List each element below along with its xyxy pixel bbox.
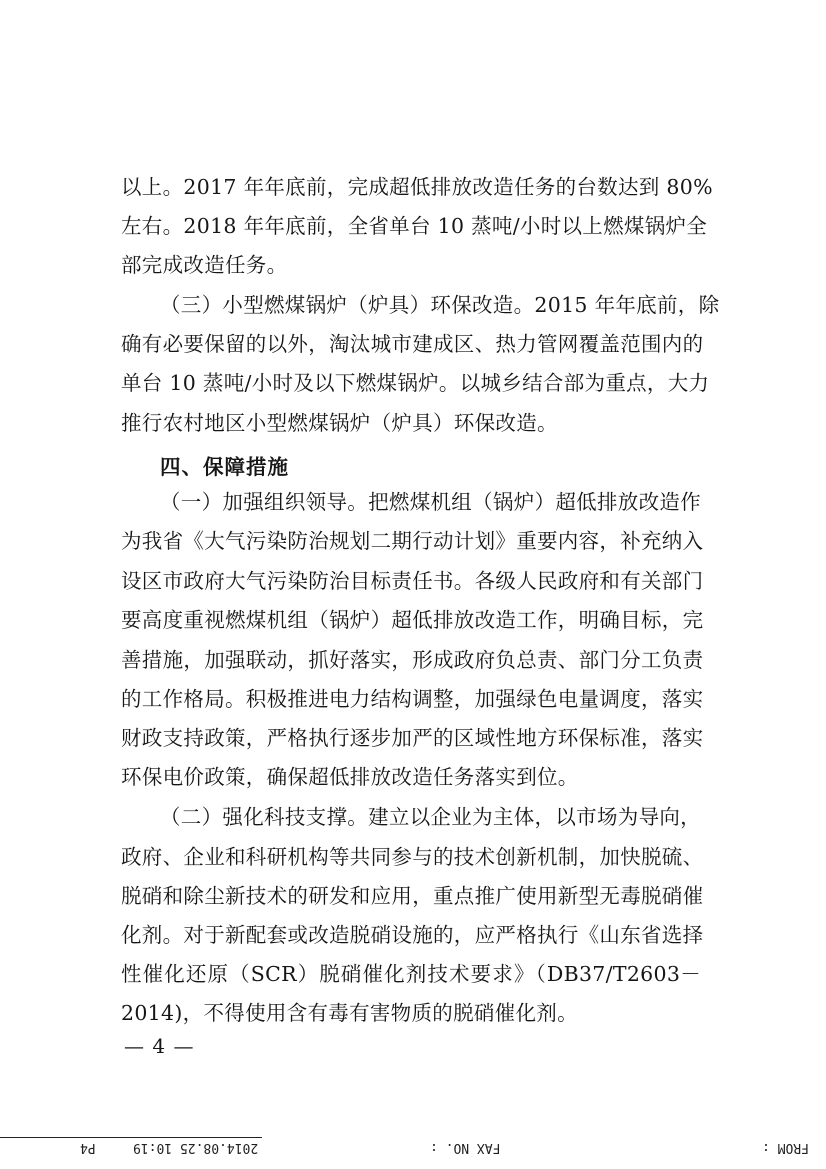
body-line: （三）小型燃煤锅炉（炉具）环保改造。2015 年年底前，除 xyxy=(160,293,720,317)
body-line: 政府、企业和科研机构等共同参与的技术创新机制，加快脱硫、 xyxy=(121,845,704,869)
body-line: 脱硝和除尘新技术的研发和应用，重点推广使用新型无毒脱硝催 xyxy=(121,884,704,908)
body-line: 化剂。对于新配套或改造脱硝设施的，应严格执行《山东省选择 xyxy=(121,923,704,947)
body-line: 环保电价政策，确保超低排放改造任务落实到位。 xyxy=(121,765,579,789)
body-line: 财政支持政策，严格执行逐步加严的区域性地方环保标准，落实 xyxy=(121,726,704,750)
body-line: 要高度重视燃煤机组（锅炉）超低排放改造工作，明确目标，完 xyxy=(121,608,704,632)
fax-header-rule xyxy=(0,1137,262,1138)
body-line: 部完成改造任务。 xyxy=(121,253,288,277)
body-line: （一）加强组织领导。把燃煤机组（锅炉）超低排放改造作 xyxy=(160,490,701,514)
page-number: — 4 — xyxy=(124,1034,195,1058)
fax-page-number: P4 xyxy=(80,1140,96,1155)
body-line: 2014)，不得使用含有毒有害物质的脱硝催化剂。 xyxy=(121,1001,578,1025)
body-line: 善措施，加强联动，抓好落实，形成政府负总责、部门分工负责 xyxy=(121,648,704,672)
body-line: 为我省《大气污染防治规划二期行动计划》重要内容，补充纳入 xyxy=(121,529,704,553)
body-line: 推行农村地区小型燃煤锅炉（炉具）环保改造。 xyxy=(121,411,558,435)
body-line: 以上。2017 年年底前，完成超低排放改造任务的台数达到 80% xyxy=(121,175,713,199)
fax-number-label: FAX NO. : xyxy=(430,1140,501,1155)
body-line: 的工作格局。积极推进电力结构调整，加强绿色电量调度，落实 xyxy=(121,687,704,711)
body-line: 单台 10 蒸吨/小时及以下燃煤锅炉。以城乡结合部为重点，大力 xyxy=(121,371,710,395)
body-line: 性催化还原（SCR）脱硝催化剂技术要求》（DB37/T2603－ xyxy=(121,962,701,986)
body-line: 左右。2018 年年底前，全省单台 10 蒸吨/小时以上燃煤锅炉全 xyxy=(121,214,708,238)
body-line: 设区市政府大气污染防治目标责任书。各级人民政府和有关部门 xyxy=(121,569,704,593)
fax-timestamp: 2014.08.25 10:19 xyxy=(133,1140,259,1155)
section-heading: 四、保障措施 xyxy=(160,455,289,479)
fax-from-label: FROM : xyxy=(762,1140,809,1155)
body-line: 确有必要保留的以外，淘汰城市建成区、热力管网覆盖范围内的 xyxy=(121,332,704,356)
body-line: （二）强化科技支撑。建立以企业为主体，以市场为导向， xyxy=(160,805,701,829)
